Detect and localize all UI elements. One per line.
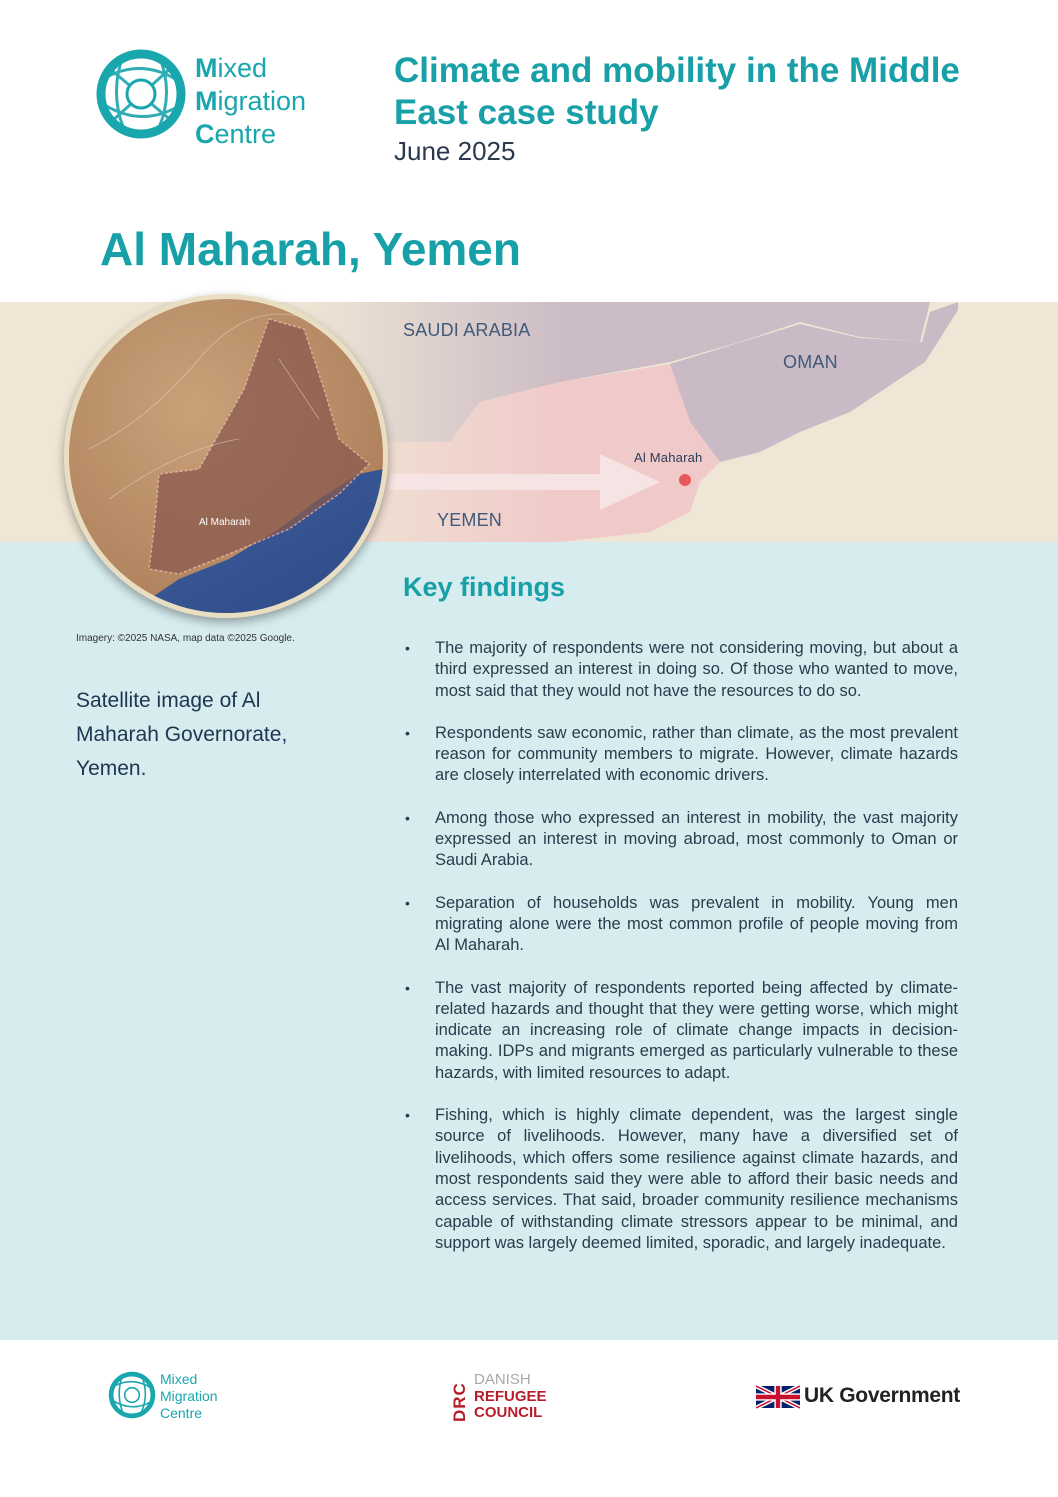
bullet-icon: • bbox=[405, 809, 410, 826]
bullet-icon: • bbox=[405, 894, 410, 911]
finding-text: Respondents saw economic, rather than climate, as the most prevalent reason for community members to migrate. However, climate hazards are closely interrelated with economic drivers. bbox=[435, 723, 958, 785]
satellite-image bbox=[64, 294, 388, 618]
satellite-caption: Satellite image of Al Maharah Governorate, Yemen. bbox=[76, 689, 288, 780]
bullet-icon: • bbox=[405, 724, 410, 741]
list-item bbox=[403, 978, 958, 1084]
label-al-maharah-marker: Al Maharah bbox=[634, 450, 703, 465]
finding-text: The vast majority of respondents reported being affected by climate-related hazards and thought that they were getting worse, which might indicate an increasing role of climate change impacts in decision-making. IDPs and migrants emerged as particularly vulnerable to these hazards, with limited resources to adapt. bbox=[435, 978, 958, 1082]
mmc-globe-icon bbox=[108, 1371, 156, 1419]
bullet-icon: • bbox=[405, 1107, 410, 1124]
list-item bbox=[403, 723, 958, 787]
list-item bbox=[403, 808, 958, 872]
label-al-maharah-circle: Al Maharah bbox=[199, 517, 251, 528]
case-study-location: Al Maharah, Yemen bbox=[100, 223, 521, 275]
drc-text: DANISH REFUGEE COUNCIL bbox=[474, 1371, 547, 1421]
finding-text: The majority of respondents were not considering moving, but about a third expressed an interest in doing so. Of those who wanted to move, most said that they would not have the resources to do so. bbox=[435, 639, 958, 700]
list-item bbox=[403, 1105, 958, 1254]
imagery-credit: Imagery: ©2025 NASA, map data ©2025 Google. bbox=[76, 633, 295, 644]
al-maharah-marker bbox=[679, 474, 691, 486]
footer-mmc-logo bbox=[108, 1371, 238, 1423]
finding-text: Separation of households was prevalent in mobility. Young men migrating alone were the most common profile of people moving from Al Maharah. bbox=[435, 893, 958, 955]
page-title: Climate and mobility in the Middle East case study bbox=[394, 51, 960, 132]
finding-text: Among those who expressed an interest in mobility, the vast majority expressed an interest in moving abroad, most commonly to Oman or Saudi Arabia. bbox=[435, 808, 958, 870]
footer-mmc-text: Mixed Migration Centre bbox=[160, 1371, 218, 1421]
label-oman: OMAN bbox=[783, 352, 838, 372]
drc-logo bbox=[450, 1372, 560, 1424]
list-item bbox=[403, 893, 958, 957]
satellite-image-art bbox=[69, 299, 383, 613]
bullet-icon: • bbox=[405, 640, 410, 656]
list-item bbox=[403, 638, 958, 702]
union-flag-icon bbox=[756, 1384, 800, 1410]
publication-date: June 2025 bbox=[394, 136, 516, 166]
label-saudi-arabia: SAUDI ARABIA bbox=[403, 320, 531, 340]
drc-mark: DRC bbox=[450, 1382, 469, 1422]
label-yemen: YEMEN bbox=[437, 510, 503, 530]
mmc-logo bbox=[95, 48, 340, 149]
key-findings-list bbox=[403, 638, 958, 1275]
uk-government-logo bbox=[756, 1384, 966, 1412]
mmc-globe-icon bbox=[95, 48, 187, 140]
mmc-logo-text: Mixed Migration Centre bbox=[195, 53, 307, 149]
key-findings-heading: Key findings bbox=[403, 572, 566, 602]
uk-government-text: UK Government bbox=[804, 1384, 960, 1407]
finding-text: Fishing, which is highly climate dependent, was the largest single source of livelihoods. However, many have a diversified set of livelihoods, which offers some resilience against climate hazards, and most respondents said they were able to afford their basic needs and access services. That said, broader community resilience mechanisms capable of withstanding climate stressors appear to be minimal, and support was largely deemed limited, sporadic, and largely inadequate. bbox=[435, 1106, 958, 1252]
bullet-icon: • bbox=[405, 979, 410, 996]
